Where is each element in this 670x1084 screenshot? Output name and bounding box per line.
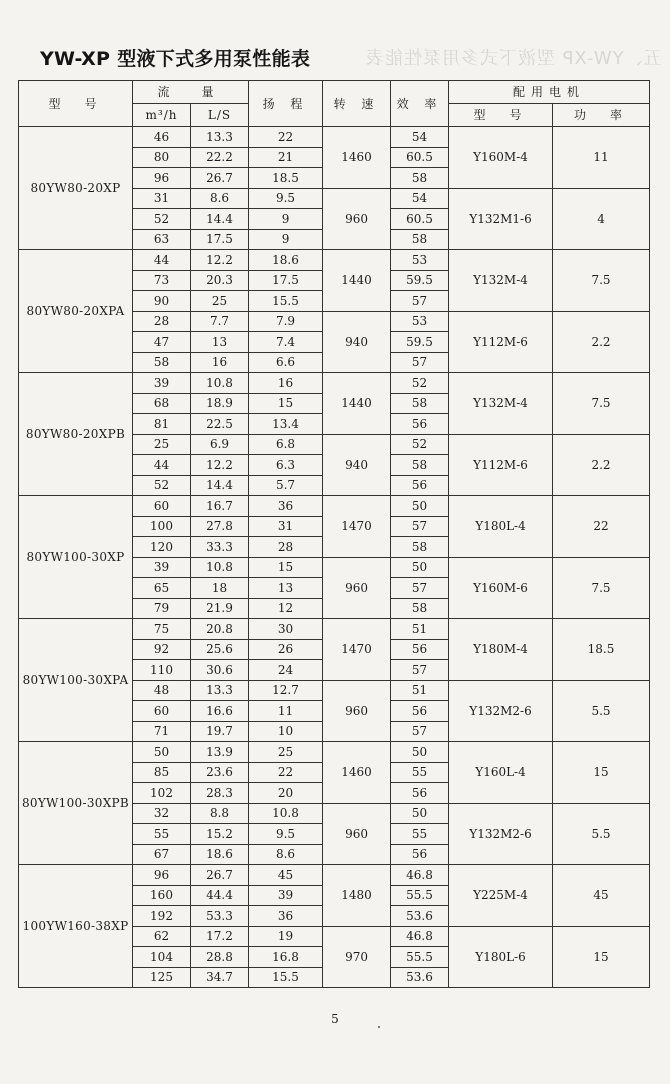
head-cell: 28 — [249, 537, 323, 558]
efficiency-cell: 54 — [391, 127, 449, 148]
flow-m3h-cell: 100 — [133, 516, 191, 537]
efficiency-cell: 52 — [391, 373, 449, 394]
head-cell: 45 — [249, 865, 323, 886]
speed-cell: 1470 — [323, 619, 391, 681]
pump-model-cell: 80YW80-20XPB — [19, 373, 133, 496]
flow-ls-cell: 18.6 — [191, 844, 249, 865]
head-cell: 6.8 — [249, 434, 323, 455]
print-speck — [378, 1026, 380, 1028]
table-row — [19, 250, 650, 271]
flow-ls-cell: 33.3 — [191, 537, 249, 558]
head-cell: 9 — [249, 229, 323, 250]
head-cell: 20 — [249, 783, 323, 804]
motor-model-cell: Y112M-6 — [449, 434, 553, 496]
pump-model-cell: 80YW100-30XPA — [19, 619, 133, 742]
motor-model-cell: Y160L-4 — [449, 742, 553, 804]
flow-ls-cell: 26.7 — [191, 168, 249, 189]
efficiency-cell: 57 — [391, 578, 449, 599]
head-cell: 9 — [249, 209, 323, 230]
efficiency-cell: 55.5 — [391, 947, 449, 968]
head-cell: 19 — [249, 926, 323, 947]
flow-ls-cell: 6.9 — [191, 434, 249, 455]
efficiency-cell: 46.8 — [391, 926, 449, 947]
efficiency-cell: 57 — [391, 660, 449, 681]
flow-m3h-cell: 52 — [133, 475, 191, 496]
flow-m3h-cell: 44 — [133, 455, 191, 476]
head-cell: 17.5 — [249, 270, 323, 291]
flow-ls-cell: 16.7 — [191, 496, 249, 517]
flow-m3h-cell: 32 — [133, 803, 191, 824]
flow-m3h-cell: 60 — [133, 496, 191, 517]
efficiency-cell: 57 — [391, 516, 449, 537]
flow-ls-cell: 14.4 — [191, 209, 249, 230]
efficiency-cell: 58 — [391, 598, 449, 619]
flow-ls-cell: 8.8 — [191, 803, 249, 824]
speed-cell: 940 — [323, 434, 391, 496]
flow-ls-cell: 44.4 — [191, 885, 249, 906]
table-body — [19, 127, 650, 988]
flow-ls-cell: 16.6 — [191, 701, 249, 722]
flow-ls-cell: 16 — [191, 352, 249, 373]
efficiency-cell: 56 — [391, 475, 449, 496]
motor-power-cell: 18.5 — [553, 619, 650, 681]
efficiency-cell: 58 — [391, 393, 449, 414]
head-cell: 6.3 — [249, 455, 323, 476]
efficiency-cell: 57 — [391, 352, 449, 373]
efficiency-cell: 55 — [391, 762, 449, 783]
header-speed: 转 速 — [323, 81, 391, 127]
head-cell: 7.4 — [249, 332, 323, 353]
flow-m3h-cell: 81 — [133, 414, 191, 435]
flow-ls-cell: 28.3 — [191, 783, 249, 804]
flow-ls-cell: 13.3 — [191, 127, 249, 148]
head-cell: 15.5 — [249, 291, 323, 312]
flow-ls-cell: 22.2 — [191, 147, 249, 168]
motor-power-cell: 5.5 — [553, 803, 650, 865]
efficiency-cell: 59.5 — [391, 332, 449, 353]
head-cell: 36 — [249, 906, 323, 927]
efficiency-cell: 56 — [391, 639, 449, 660]
flow-m3h-cell: 96 — [133, 865, 191, 886]
efficiency-cell: 50 — [391, 803, 449, 824]
motor-model-cell: Y180L-6 — [449, 926, 553, 988]
head-cell: 22 — [249, 762, 323, 783]
motor-model-cell: Y225M-4 — [449, 865, 553, 927]
motor-model-cell: Y132M2-6 — [449, 803, 553, 865]
efficiency-cell: 58 — [391, 229, 449, 250]
efficiency-cell: 59.5 — [391, 270, 449, 291]
motor-power-cell: 22 — [553, 496, 650, 558]
header-flow-ls: L/S — [191, 104, 249, 127]
table-row — [19, 619, 650, 640]
flow-m3h-cell: 48 — [133, 680, 191, 701]
pump-model-cell: 100YW160-38XP — [19, 865, 133, 988]
performance-table — [18, 80, 650, 988]
flow-ls-cell: 21.9 — [191, 598, 249, 619]
head-cell: 18.6 — [249, 250, 323, 271]
flow-m3h-cell: 85 — [133, 762, 191, 783]
head-cell: 30 — [249, 619, 323, 640]
speed-cell: 970 — [323, 926, 391, 988]
efficiency-cell: 46.8 — [391, 865, 449, 886]
page-number: 5 — [331, 1012, 339, 1026]
flow-m3h-cell: 67 — [133, 844, 191, 865]
motor-model-cell: Y112M-6 — [449, 311, 553, 373]
efficiency-cell: 50 — [391, 557, 449, 578]
flow-m3h-cell: 71 — [133, 721, 191, 742]
motor-model-cell: Y132M1-6 — [449, 188, 553, 250]
head-cell: 15 — [249, 557, 323, 578]
head-cell: 36 — [249, 496, 323, 517]
motor-model-cell: Y180M-4 — [449, 619, 553, 681]
flow-m3h-cell: 28 — [133, 311, 191, 332]
flow-ls-cell: 30.6 — [191, 660, 249, 681]
flow-m3h-cell: 125 — [133, 967, 191, 988]
motor-power-cell: 2.2 — [553, 311, 650, 373]
efficiency-cell: 53.6 — [391, 967, 449, 988]
flow-ls-cell: 13.3 — [191, 680, 249, 701]
efficiency-cell: 51 — [391, 619, 449, 640]
flow-ls-cell: 7.7 — [191, 311, 249, 332]
motor-model-cell: Y160M-4 — [449, 127, 553, 189]
speed-cell: 1480 — [323, 865, 391, 927]
header-flow-m3h: m³/h — [133, 104, 191, 127]
flow-m3h-cell: 160 — [133, 885, 191, 906]
flow-m3h-cell: 50 — [133, 742, 191, 763]
flow-ls-cell: 13.9 — [191, 742, 249, 763]
flow-ls-cell: 25 — [191, 291, 249, 312]
efficiency-cell: 56 — [391, 783, 449, 804]
head-cell: 12.7 — [249, 680, 323, 701]
speed-cell: 1440 — [323, 373, 391, 435]
motor-power-cell: 4 — [553, 188, 650, 250]
flow-ls-cell: 12.2 — [191, 250, 249, 271]
flow-ls-cell: 18.9 — [191, 393, 249, 414]
table-row — [19, 496, 650, 517]
head-cell: 6.6 — [249, 352, 323, 373]
table-row — [19, 127, 650, 148]
motor-model-cell: Y180L-4 — [449, 496, 553, 558]
motor-power-cell: 7.5 — [553, 250, 650, 312]
efficiency-cell: 55.5 — [391, 885, 449, 906]
head-cell: 9.5 — [249, 824, 323, 845]
flow-m3h-cell: 65 — [133, 578, 191, 599]
flow-m3h-cell: 55 — [133, 824, 191, 845]
flow-m3h-cell: 52 — [133, 209, 191, 230]
flow-ls-cell: 17.2 — [191, 926, 249, 947]
motor-model-cell: Y132M2-6 — [449, 680, 553, 742]
speed-cell: 1470 — [323, 496, 391, 558]
flow-m3h-cell: 96 — [133, 168, 191, 189]
flow-ls-cell: 27.8 — [191, 516, 249, 537]
pump-model-cell: 80YW80-20XP — [19, 127, 133, 250]
flow-m3h-cell: 68 — [133, 393, 191, 414]
motor-power-cell: 15 — [553, 742, 650, 804]
flow-m3h-cell: 60 — [133, 701, 191, 722]
flow-ls-cell: 26.7 — [191, 865, 249, 886]
efficiency-cell: 58 — [391, 168, 449, 189]
flow-ls-cell: 15.2 — [191, 824, 249, 845]
flow-m3h-cell: 25 — [133, 434, 191, 455]
flow-m3h-cell: 63 — [133, 229, 191, 250]
flow-m3h-cell: 73 — [133, 270, 191, 291]
head-cell: 16.8 — [249, 947, 323, 968]
head-cell: 16 — [249, 373, 323, 394]
head-cell: 31 — [249, 516, 323, 537]
flow-m3h-cell: 46 — [133, 127, 191, 148]
flow-ls-cell: 13 — [191, 332, 249, 353]
efficiency-cell: 50 — [391, 496, 449, 517]
flow-m3h-cell: 79 — [133, 598, 191, 619]
efficiency-cell: 53 — [391, 250, 449, 271]
head-cell: 13 — [249, 578, 323, 599]
efficiency-cell: 57 — [391, 291, 449, 312]
motor-power-cell: 11 — [553, 127, 650, 189]
efficiency-cell: 53.6 — [391, 906, 449, 927]
motor-power-cell: 5.5 — [553, 680, 650, 742]
efficiency-cell: 50 — [391, 742, 449, 763]
head-cell: 24 — [249, 660, 323, 681]
head-cell: 10.8 — [249, 803, 323, 824]
flow-m3h-cell: 47 — [133, 332, 191, 353]
motor-model-cell: Y132M-4 — [449, 250, 553, 312]
flow-m3h-cell: 192 — [133, 906, 191, 927]
motor-power-cell: 15 — [553, 926, 650, 988]
head-cell: 25 — [249, 742, 323, 763]
flow-m3h-cell: 39 — [133, 373, 191, 394]
motor-power-cell: 45 — [553, 865, 650, 927]
head-cell: 15 — [249, 393, 323, 414]
speed-cell: 1440 — [323, 250, 391, 312]
efficiency-cell: 60.5 — [391, 209, 449, 230]
table-row — [19, 865, 650, 886]
head-cell: 5.7 — [249, 475, 323, 496]
page-title: YW-XP 型液下式多用泵性能表 — [40, 48, 311, 70]
efficiency-cell: 53 — [391, 311, 449, 332]
head-cell: 7.9 — [249, 311, 323, 332]
head-cell: 9.5 — [249, 188, 323, 209]
speed-cell: 1460 — [323, 742, 391, 804]
flow-ls-cell: 10.8 — [191, 557, 249, 578]
header-model: 型 号 — [19, 81, 133, 127]
efficiency-cell: 51 — [391, 680, 449, 701]
head-cell: 13.4 — [249, 414, 323, 435]
flow-ls-cell: 53.3 — [191, 906, 249, 927]
speed-cell: 960 — [323, 188, 391, 250]
efficiency-cell: 56 — [391, 701, 449, 722]
table-row — [19, 742, 650, 763]
efficiency-cell: 55 — [391, 824, 449, 845]
flow-m3h-cell: 92 — [133, 639, 191, 660]
header-motor-power: 功 率 — [553, 104, 650, 127]
table-row — [19, 373, 650, 394]
flow-ls-cell: 34.7 — [191, 967, 249, 988]
speed-cell: 960 — [323, 557, 391, 619]
header-efficiency: 效 率 — [391, 81, 449, 127]
flow-m3h-cell: 39 — [133, 557, 191, 578]
flow-ls-cell: 12.2 — [191, 455, 249, 476]
speed-cell: 1460 — [323, 127, 391, 189]
flow-ls-cell: 20.8 — [191, 619, 249, 640]
flow-m3h-cell: 80 — [133, 147, 191, 168]
flow-ls-cell: 20.3 — [191, 270, 249, 291]
speed-cell: 940 — [323, 311, 391, 373]
head-cell: 18.5 — [249, 168, 323, 189]
flow-m3h-cell: 58 — [133, 352, 191, 373]
header-flow: 流 量 — [133, 81, 249, 104]
head-cell: 8.6 — [249, 844, 323, 865]
motor-model-cell: Y160M-6 — [449, 557, 553, 619]
motor-power-cell: 7.5 — [553, 557, 650, 619]
flow-ls-cell: 18 — [191, 578, 249, 599]
pump-model-cell: 80YW80-20XPA — [19, 250, 133, 373]
head-cell: 39 — [249, 885, 323, 906]
flow-m3h-cell: 62 — [133, 926, 191, 947]
flow-ls-cell: 23.6 — [191, 762, 249, 783]
head-cell: 21 — [249, 147, 323, 168]
flow-m3h-cell: 44 — [133, 250, 191, 271]
efficiency-cell: 57 — [391, 721, 449, 742]
flow-m3h-cell: 90 — [133, 291, 191, 312]
bleed-through-text: 五、YW-XP 型液下式多用泵性能表 — [365, 48, 662, 69]
pump-model-cell: 80YW100-30XPB — [19, 742, 133, 865]
flow-m3h-cell: 120 — [133, 537, 191, 558]
head-cell: 15.5 — [249, 967, 323, 988]
flow-m3h-cell: 75 — [133, 619, 191, 640]
head-cell: 26 — [249, 639, 323, 660]
efficiency-cell: 58 — [391, 537, 449, 558]
efficiency-cell: 52 — [391, 434, 449, 455]
motor-model-cell: Y132M-4 — [449, 373, 553, 435]
header-motor-model: 型 号 — [449, 104, 553, 127]
flow-m3h-cell: 31 — [133, 188, 191, 209]
efficiency-cell: 54 — [391, 188, 449, 209]
speed-cell: 960 — [323, 680, 391, 742]
motor-power-cell: 2.2 — [553, 434, 650, 496]
flow-ls-cell: 17.5 — [191, 229, 249, 250]
flow-ls-cell: 19.7 — [191, 721, 249, 742]
motor-power-cell: 7.5 — [553, 373, 650, 435]
flow-m3h-cell: 104 — [133, 947, 191, 968]
speed-cell: 960 — [323, 803, 391, 865]
efficiency-cell: 58 — [391, 455, 449, 476]
head-cell: 11 — [249, 701, 323, 722]
head-cell: 12 — [249, 598, 323, 619]
efficiency-cell: 56 — [391, 414, 449, 435]
flow-m3h-cell: 102 — [133, 783, 191, 804]
flow-ls-cell: 28.8 — [191, 947, 249, 968]
flow-ls-cell: 25.6 — [191, 639, 249, 660]
head-cell: 10 — [249, 721, 323, 742]
efficiency-cell: 56 — [391, 844, 449, 865]
header-motor: 配用电机 — [449, 81, 650, 104]
flow-ls-cell: 10.8 — [191, 373, 249, 394]
flow-m3h-cell: 110 — [133, 660, 191, 681]
efficiency-cell: 60.5 — [391, 147, 449, 168]
head-cell: 22 — [249, 127, 323, 148]
flow-ls-cell: 8.6 — [191, 188, 249, 209]
pump-model-cell: 80YW100-30XP — [19, 496, 133, 619]
flow-ls-cell: 14.4 — [191, 475, 249, 496]
flow-ls-cell: 22.5 — [191, 414, 249, 435]
header-head: 扬 程 — [249, 81, 323, 127]
